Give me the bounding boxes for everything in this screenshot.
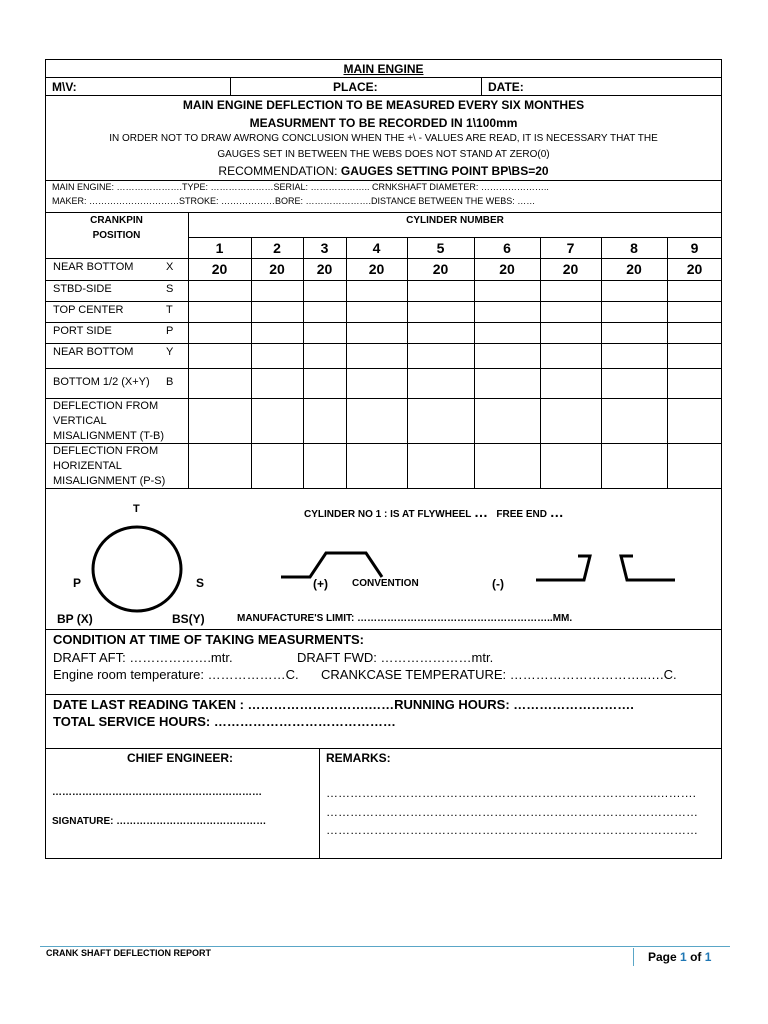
note-line-1: IN ORDER NOT TO DRAW AWRONG CONCLUSION WHEN THE +\ - VALUES ARE READ, IT IS NECESSARY THAT THE [109, 133, 658, 144]
reading-cell[interactable]: 20 [686, 261, 703, 277]
divider [45, 180, 722, 181]
row-code: X [166, 261, 174, 273]
reading-cell[interactable]: 20 [269, 261, 285, 277]
footer-separator [633, 948, 634, 966]
row-label: STBD-SIDE [53, 283, 112, 295]
reading-cell[interactable]: 20 [432, 261, 449, 277]
dots: … [474, 504, 489, 520]
draft-aft-field[interactable]: DRAFT AFT: ……………….mtr. [53, 650, 233, 665]
chief-engineer-name-field[interactable]: ……………………………………………………… [52, 787, 262, 798]
page-label: Page [648, 950, 677, 964]
cylinder-number: 8 [630, 240, 638, 256]
cylinder-number: 5 [436, 240, 445, 256]
row-label: NEAR BOTTOM [53, 346, 134, 358]
divider [230, 77, 231, 95]
divider [481, 77, 482, 95]
page-total: 1 [704, 950, 712, 964]
cylinder-note-text: CYLINDER NO 1 : IS AT FLYWHEEL [304, 509, 472, 520]
reading-cell[interactable]: 20 [562, 261, 579, 277]
remarks-line[interactable]: ………………………………………………………………………………… [326, 805, 698, 819]
cylinder-number: 1 [215, 240, 224, 256]
divider [45, 280, 722, 281]
cylinder-note [304, 505, 564, 520]
dots: … [549, 504, 564, 520]
divider [45, 629, 722, 630]
divider [45, 748, 722, 749]
draft-fwd-field[interactable]: DRAFT FWD: …………………mtr. [297, 650, 494, 665]
divider [319, 748, 320, 859]
row-label: DEFLECTION FROM [53, 400, 159, 412]
units-heading: MEASURMENT TO BE RECORDED IN 1\100mm [249, 116, 518, 130]
label-bp: BP (X) [57, 612, 93, 626]
remarks-line[interactable]: ………………………………………………………………………..………. [326, 786, 697, 800]
page-number: 1 [680, 950, 687, 964]
place-field[interactable]: PLACE: [333, 80, 378, 94]
row-label: DEFLECTION FROM [53, 445, 159, 457]
reading-cell[interactable]: 20 [626, 261, 642, 277]
crankpin-circle [88, 523, 186, 615]
row-code: S [166, 283, 174, 295]
row-label: TOP CENTER [53, 304, 124, 316]
divider [45, 301, 722, 302]
row-label: MISALIGNMENT (T-B) [53, 430, 165, 442]
row-code: B [166, 376, 174, 388]
divider [45, 368, 722, 369]
minus-label: (-) [492, 577, 504, 591]
negative-convention-diagram [534, 548, 679, 588]
divider [45, 343, 722, 344]
row-code: T [166, 304, 173, 316]
of-label: of [690, 950, 702, 964]
convention-label: CONVENTION [352, 578, 419, 589]
recommendation-label: RECOMMENDATION: [218, 164, 338, 178]
total-service-hours-field[interactable]: TOTAL SERVICE HOURS: …………………………………… [53, 714, 396, 729]
row-label: VERTICAL [53, 415, 107, 427]
position-header: POSITION [92, 230, 141, 241]
note-line-2: GAUGES SET IN BETWEEN THE WEBS DOES NOT STAND AT ZERO(0) [217, 149, 550, 160]
engine-info-line-2: MAKER: …………………………STROKE: ………………BORE: ………………….DISTANCE BETWEEN THE WEBS: …… [52, 196, 536, 206]
remarks-line[interactable]: ………………………………………………………………………………… [326, 823, 698, 837]
chief-engineer-label: CHIEF ENGINEER: [127, 751, 234, 765]
cylinder-number: 6 [503, 240, 511, 256]
reading-cell[interactable]: 20 [499, 261, 515, 277]
row-label: PORT SIDE [53, 325, 112, 337]
divider [45, 95, 722, 96]
mv-field[interactable]: M\V: [52, 80, 77, 94]
cylinder-number: 2 [273, 240, 281, 256]
cylinder-number: 3 [320, 240, 329, 256]
reading-cell[interactable]: 20 [211, 261, 228, 277]
row-code: Y [166, 346, 174, 358]
label-s: S [196, 576, 205, 590]
label-bs: BS(Y) [172, 612, 205, 626]
label-p: P [73, 576, 82, 590]
crankpin-header: CRANKPIN [90, 215, 143, 226]
page-indicator [648, 951, 711, 963]
row-label: MISALIGNMENT (P-S) [53, 475, 166, 487]
engine-room-temp-field[interactable]: Engine room temperature: ………………C. [53, 667, 299, 682]
cylinder-number: 7 [566, 240, 575, 256]
plus-label: (+) [313, 577, 328, 591]
engine-info-line-1: MAIN ENGINE: ………………….TYPE: …………………SERIAL: ……………….. CRNKSHAFT DIAMETER: ………………….. [52, 182, 549, 192]
row-label: BOTTOM 1/2 (X+Y) [53, 376, 150, 388]
footer-divider [40, 946, 730, 947]
divider [45, 212, 722, 213]
manufacturer-limit[interactable]: MANUFACTURE'S LIMIT: …………………………………………………..MM. [237, 613, 573, 624]
divider [45, 77, 722, 78]
row-label: NEAR BOTTOM [53, 261, 134, 273]
label-t: T [133, 503, 140, 515]
signature-field[interactable]: SIGNATURE: ……………………………………… [52, 816, 267, 827]
cylinder-number-header: CYLINDER NUMBER [406, 215, 504, 226]
divider [45, 322, 722, 323]
last-reading-field[interactable]: DATE LAST READING TAKEN : ……………………….……RUNNING HOURS: ………………………. [53, 697, 634, 712]
recommendation-value: GAUGES SETTING POINT BP\BS=20 [340, 164, 549, 178]
reading-cell[interactable]: 20 [316, 261, 333, 277]
form-border [45, 59, 722, 859]
free-end-text: FREE END [496, 509, 547, 520]
recommendation [45, 165, 722, 177]
reading-cell[interactable]: 20 [368, 261, 385, 277]
cylinder-number: 9 [690, 240, 699, 256]
row-code: P [166, 325, 174, 337]
date-field[interactable]: DATE: [488, 80, 524, 94]
row-label: HORIZENTAL [53, 460, 122, 472]
divider [45, 488, 722, 489]
frequency-heading: MAIN ENGINE DEFLECTION TO BE MEASURED EVERY SIX MONTHES [182, 98, 585, 112]
crankcase-temp-field[interactable]: CRANKCASE TEMPERATURE: …………………………..….C. [321, 667, 677, 682]
cylinder-number: 4 [372, 240, 381, 256]
footer-report-title: CRANK SHAFT DEFLECTION REPORT [46, 948, 211, 958]
form-title: MAIN ENGINE [343, 62, 424, 76]
divider [45, 694, 722, 695]
remarks-label: REMARKS: [326, 751, 391, 765]
conditions-title: CONDITION AT TIME OF TAKING MEASURMENTS: [53, 632, 365, 647]
